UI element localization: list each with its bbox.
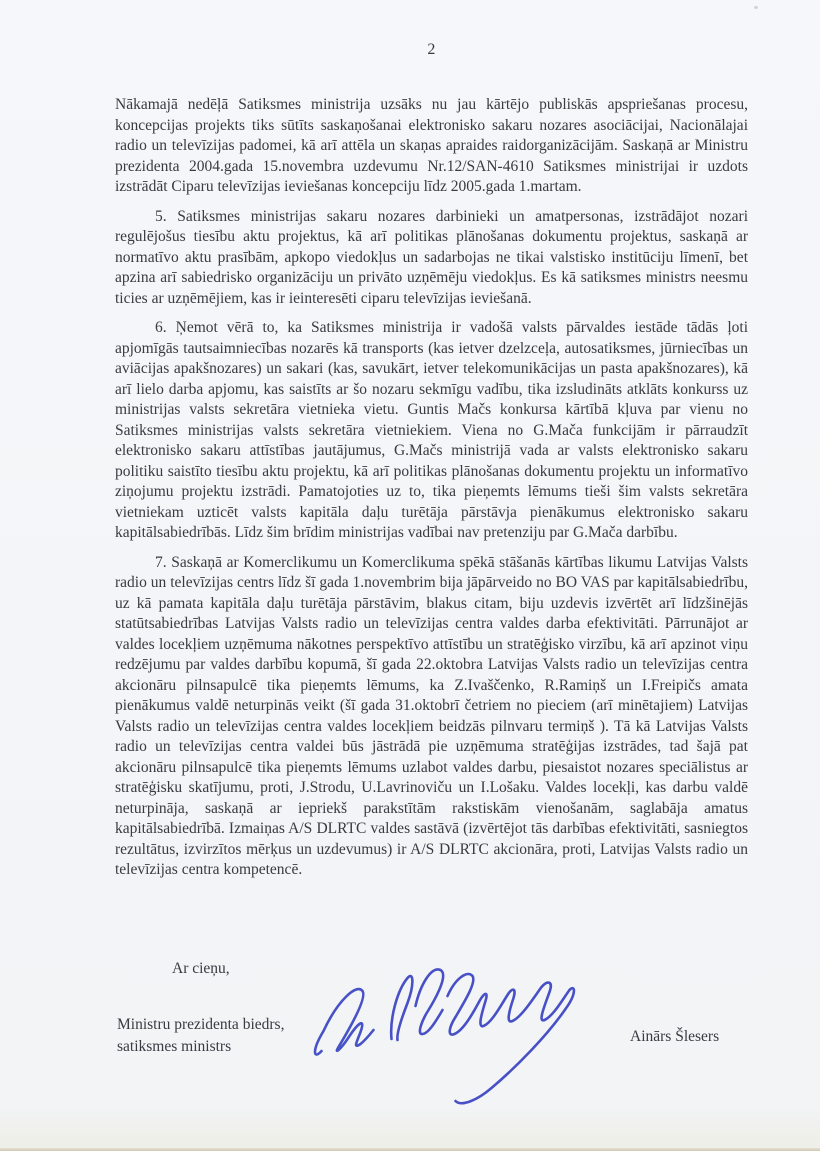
paragraph-item-6: 6. Ņemot vērā to, ka Satiksmes ministrija ir vadošā valsts pārvaldes iestāde tādās ļoti apjomīgās tautsaimniecības nozarēs kā transports (kas ietver dzelzceļa, autosatiksmes, jūrniecības un aviācijas apakšnozares) un sakari (kas, savukārt, ietver telekomunikācijas un pasta apakšnozares), kā arī lielo darba apjomu, kas saistīts ar šo nozaru sekmīgu vadību, tika izsludināts atklāts konkurss uz ministrijas valsts sekretāra vietnieka vietu. Guntis Mačs konkursa kārtībā kļuva par vienu no Satiksmes ministrijas valsts sekretāra vietniekiem. Viena no G.Mača funkcijām ir pārraudzīt elektronisko sakaru attīstības jautājumus, G.Mačs ministrijā vada ar valsts elektronisko sakaru politiku saistīto tiesību aktu projektu, kā arī politikas plānošanas dokumentu projektu un informatīvo ziņojumu projektu izstrādi. Pamatojoties uz to, tika pieņemts lēmums tieši šim valsts sekretāra vietniekam uzticēt valsts kapitāla daļu turētāja pārstāvja pienākumus elektronisko sakaru kapitālsabiedrībās. Līdz šim brīdim ministrijas vadībai nav pretenziju par G.Mača darbību. (115, 319, 748, 541)
signer-name: Ainārs Šlesers (630, 1028, 720, 1045)
document-body (115, 95, 748, 890)
handwritten-signature-icon (305, 938, 590, 1118)
signer-title-line1: Ministru prezidenta biedrs, (117, 1016, 285, 1033)
paragraph-intro: Nākamajā nedēļā Satiksmes ministrija uzsāks nu jau kārtējo publiskās apspriešanas procesu, koncepcijas projekts tiks sūtīts saskaņošanai elektronisko sakaru nozares asociācijai, Nacionālajai radio un televīzijas padomei, kā arī attēla un skaņas apraides raidorganizācijām. Saskaņā ar Ministru prezidenta 2004.gada 15.novembra uzdevumu Nr.12/SAN-4610 Satiksmes ministrijai ir uzdots izstrādāt Ciparu televīzijas ieviešanas koncepciju līdz 2005.gada 1.martam. (115, 96, 748, 195)
signer-title-line2: satiksmes ministrs (117, 1038, 232, 1055)
paragraph-item-5: 5. Satiksmes ministrijas sakaru nozares darbinieki un amatpersonas, izstrādājot nozari regulējošus tiesību aktu projektus, kā arī politikas plānošanas dokumentu projektus, saskaņā ar normatīvo aktu prasībām, apkopo viedokļus un sadarbojas ne tikai valstisko institūciju līmenī, bet apzina arī sabiedrisko organizāciju un privāto uzņēmēju viedokļus. Es kā satiksmes ministrs neesmu ticies ar uzņēmējiem, kas ir ieinteresēti ciparu televīzijas ieviešanā. (115, 207, 748, 307)
closing-salutation: Ar cieņu, (172, 960, 230, 977)
paragraph-item-7: 7. Saskaņā ar Komerclikumu un Komerclikuma spēkā stāšanās kārtības likumu Latvijas Valsts radio un televīzijas centrs līdz šī gada 1.novembrim bija jāpārveido no BO VAS par kapitālsabiedrību, uz kā pamata kapitāla daļu turētāja pārstāvim, blakus citam, biju uzdevis izvērtēt arī līdzšinējās statūtsabiedrības Latvijas Valsts radio un televīzijas centra valdes darba efektivitāti. Pārrunājot ar valdes locekļiem uzņēmuma nākotnes perspektīvo attīstību un stratēģisko virzību, kā arī apzinot viņu redzējumu par valdes darbību kopumā, šī gada 22.oktobra Latvijas Valsts radio un televīzijas centra akcionāru pilnsapulcē tika pieņemts lēmums, ka Z.Ivaščenko, R.Ramiņš un I.Freipičs amata pienākumus valdē neturpinās veikt (šī gada 31.oktobrī četriem no pieciem (arī minētajiem) Latvijas Valsts radio un televīzijas centra valdes locekļiem beidzās pilnvaru termiņš ). Tā kā Latvijas Valsts radio un televīzijas centra valdei būs jāstrādā pie uzņēmuma stratēģijas izstrādes, tad šajā pat akcionāru pilnsapulcē tika pieņemts lēmums uzlabot valdes darbu, piesaistot nozares speciālistus ar stratēģisku skatījumu, proti, J.Strodu, U.Lavrinoviču un I.Lošaku. Valdes locekļi, kas darbu valdē neturpināja, saskaņā ar iepriekš parakstītām rakstiskām vienošanām, saglabāja amatus kapitālsabiedrībā. Izmaiņas A/S DLRTC valdes sastāvā (izvērtējot tās darbības efektivitāti, sasniegtos rezultātus, izvirzītos mērķus un uzdevumus) ir A/S DLRTC akcionāra, proti, Latvijas Valsts radio un televīzijas centra kompetencē. (115, 553, 748, 878)
signer-title (117, 1014, 284, 1058)
scan-speck (754, 6, 758, 9)
page-number: 2 (427, 41, 436, 58)
